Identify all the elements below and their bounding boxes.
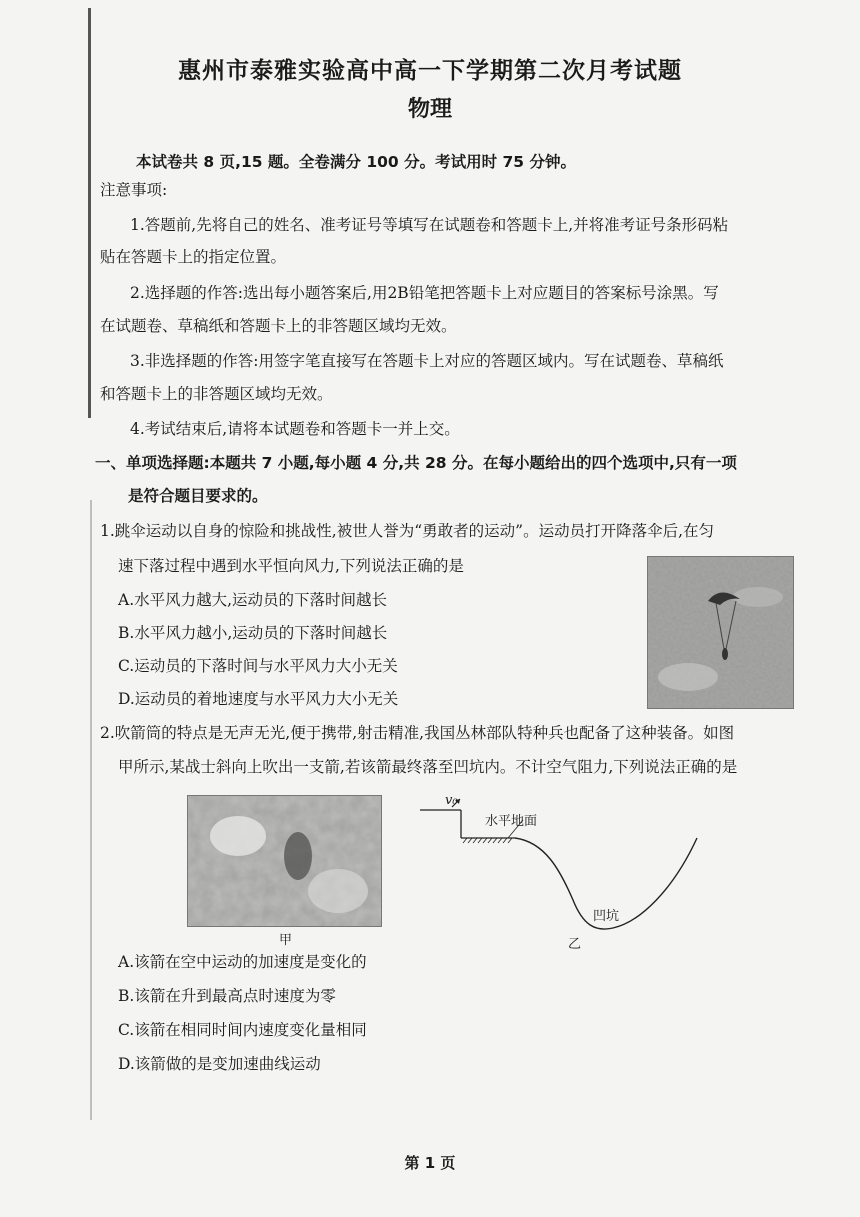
q1-stem-line2: 速下落过程中遇到水平恒向风力,下列说法正确的是 — [118, 557, 464, 575]
q2-option-d: D.该箭做的是变加速曲线运动 — [118, 1055, 321, 1073]
page-number: 第 1 页 — [404, 1154, 456, 1172]
q1-option-a: A.水平风力越大,运动员的下落时间越长 — [118, 591, 388, 609]
figure-yi-caption: 乙 — [568, 937, 582, 952]
section-1-heading: 一、单项选择题:本题共 7 小题,每小题 4 分,共 28 分。在每小题给出的四个选项中,只有一项 — [95, 454, 737, 472]
q1-option-d: D.运动员的着地速度与水平风力大小无关 — [118, 690, 399, 708]
notes-heading: 注意事项: — [100, 181, 168, 199]
ground-label: 水平地面 — [485, 814, 538, 829]
note-1-line2: 贴在答题卡上的指定位置。 — [100, 248, 287, 266]
note-2-line1: 2.选择题的作答:选出每小题答案后,用2B铅笔把答题卡上对应题目的答案标号涂黑。写 — [130, 284, 719, 302]
exam-intro: 本试卷共 8 页,15 题。全卷满分 100 分。考试用时 75 分钟。 — [136, 153, 576, 171]
scan-edge-line — [90, 500, 92, 1120]
figure-jia-caption: 甲 — [279, 933, 293, 948]
parachute-photo — [647, 556, 794, 709]
q2-option-a: A.该箭在空中运动的加速度是变化的 — [118, 953, 367, 971]
q2-stem-line2: 甲所示,某战士斜向上吹出一支箭,若该箭最终落至凹坑内。不计空气阻力,下列说法正确的是 — [118, 758, 738, 776]
q1-stem-line1: 1.跳伞运动以自身的惊险和挑战性,被世人誉为“勇敢者的运动”。运动员打开降落伞后,在匀 — [100, 522, 714, 540]
note-4: 4.考试结束后,请将本试题卷和答题卡一并上交。 — [130, 420, 460, 438]
v0-label: v₀ — [445, 793, 458, 808]
note-2-line2: 在试题卷、草稿纸和答题卡上的非答题区域均无效。 — [100, 317, 457, 335]
q2-option-c: C.该箭在相同时间内速度变化量相同 — [118, 1021, 367, 1039]
q1-option-c: C.运动员的下落时间与水平风力大小无关 — [118, 657, 398, 675]
note-1-line1: 1.答题前,先将自己的姓名、准考证号等填写在试题卷和答题卡上,并将准考证号条形码粘 — [130, 216, 729, 234]
section-1-heading-cont: 是符合题目要求的。 — [128, 487, 268, 505]
exam-title: 惠州市泰雅实验高中高一下学期第二次月考试题 — [178, 58, 682, 84]
exam-subject: 物理 — [407, 97, 452, 122]
pit-diagram — [415, 790, 715, 945]
note-3-line1: 3.非选择题的作答:用签字笔直接写在答题卡上对应的答题区域内。写在试题卷、草稿纸 — [130, 352, 724, 370]
pit-label: 凹坑 — [593, 909, 620, 924]
blowgun-soldier-photo — [187, 795, 382, 927]
q2-option-b: B.该箭在升到最高点时速度为零 — [118, 987, 336, 1005]
note-3-line2: 和答题卡上的非答题区域均无效。 — [100, 385, 333, 403]
q2-stem-line1: 2.吹箭筒的特点是无声无光,便于携带,射击精准,我国丛林部队特种兵也配备了这种装备。如图 — [100, 724, 735, 742]
q1-option-b: B.水平风力越小,运动员的下落时间越长 — [118, 624, 388, 642]
